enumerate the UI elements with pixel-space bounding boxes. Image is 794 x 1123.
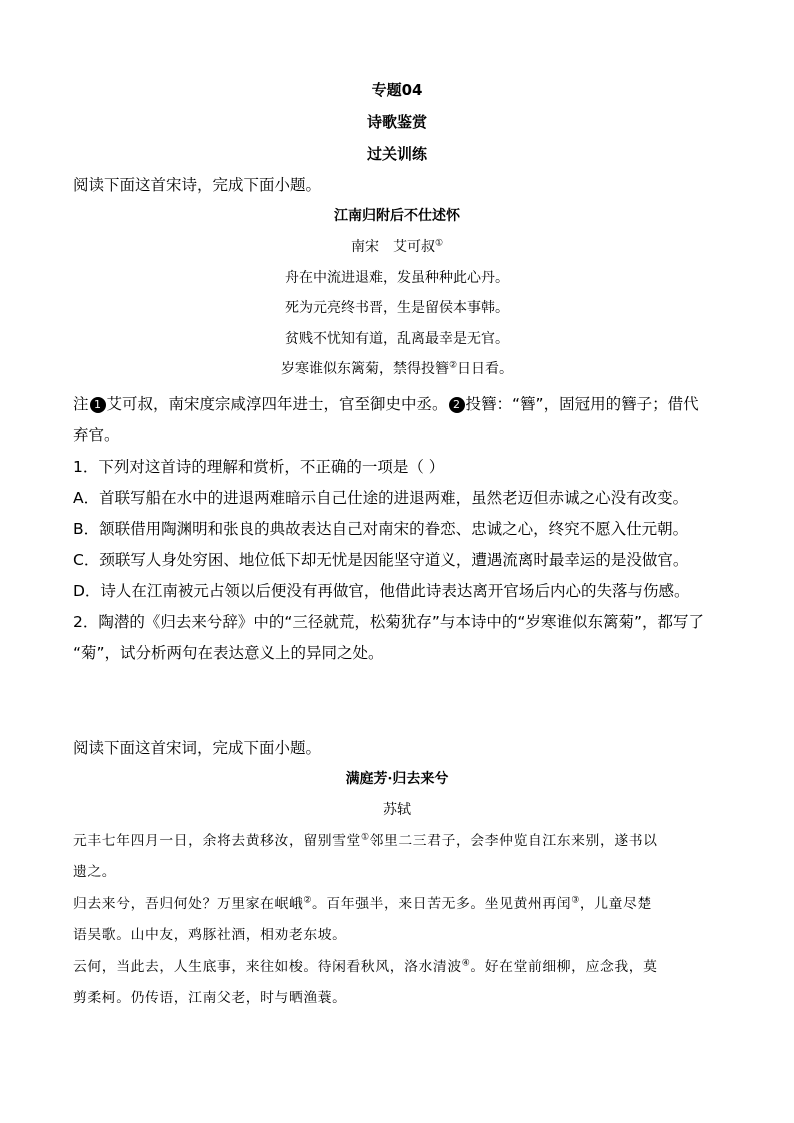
ci-title: 满庭芳·归去来兮 <box>345 771 449 787</box>
preface-line <box>73 829 658 849</box>
stanza2-line <box>73 955 658 975</box>
footnote-mark: ② <box>448 360 458 371</box>
stanza-text: ，儿童尽楚 <box>579 896 652 912</box>
footnote-mark: ① <box>434 238 444 249</box>
note-continuation: 弃官。 <box>73 426 120 444</box>
question-2: 2．陶潜的《归去来兮辞》中的“三径就荒，松菊犹存”与本诗中的“岁寒谁似东篱菊”，都写了 <box>73 613 704 631</box>
stanza-text: 。好在堂前细柳，应念我，莫 <box>470 959 658 975</box>
section-heading: 过关训练 <box>366 145 427 163</box>
topic-heading: 专题04 <box>371 81 423 99</box>
part2-intro: 阅读下面这首宋词，完成下面小题。 <box>73 739 322 757</box>
footnote-mark: ② <box>303 895 313 906</box>
preface-text: 元丰七年四月一日，余将去黄移汝，留别雪堂 <box>73 833 361 849</box>
poem-line: 贫贱不忧知有道，乱离最幸是无官。 <box>285 331 509 347</box>
question-2-continued: “菊”，试分析两句在表达意义上的异同之处。 <box>73 644 384 662</box>
option-c: C．颈联写人身处穷困、地位低下却无忧是因能坚守道义，遭遇流离时最幸运的是没做官。 <box>73 551 689 569</box>
stanza-text: 归去来兮，吾归何处？万里家在岷峨 <box>73 896 304 912</box>
part1-intro: 阅读下面这首宋诗，完成下面小题。 <box>73 176 322 194</box>
note-number-badge: 2 <box>449 397 465 413</box>
stanza1-line: 语吴歌。山中友，鸡豚社酒，相劝老东坡。 <box>73 927 347 943</box>
notes <box>73 392 699 414</box>
stanza-text: 。百年强半，来日苦无多。坐见黄州再闰 <box>312 896 572 912</box>
poem-author-text: 南宋 艾可叔 <box>350 239 435 255</box>
note-number-badge: 1 <box>90 397 106 413</box>
note-text: 投簪：“簪”，固冠用的簪子；借代 <box>465 395 699 413</box>
footnote-mark: ③ <box>571 895 580 906</box>
footnote-mark: ④ <box>461 958 471 969</box>
footnote-mark: ① <box>360 832 370 843</box>
note-text: 艾可叔，南宋度宗咸淳四年进士，官至御史中丞。 <box>106 395 448 413</box>
option-d: D．诗人在江南被元占领以后便没有再做官，他借此诗表达离开官场后内心的失落与伤感。 <box>73 582 690 600</box>
ci-author: 苏轼 <box>383 802 411 818</box>
option-b: B．颔联借用陶渊明和张良的典故表达自己对南宋的眷恋、忠诚之心，终究不愿入仕元朝。 <box>73 520 689 538</box>
poem-line-text: 日日看。 <box>457 361 514 377</box>
poem-line: 死为元亮终书晋，生是留侯本事韩。 <box>285 300 509 316</box>
note-label: 注 <box>73 395 89 413</box>
poem-title: 江南归附后不仕述怀 <box>334 208 460 224</box>
stanza-text: 云何，当此去，人生底事，来往如梭。待闲看秋风，洛水清波 <box>73 959 462 975</box>
question-1: 1．下列对这首诗的理解和赏析，不正确的一项是（ ） <box>73 458 445 476</box>
option-a: A．首联写船在水中的进退两难暗示自己仕途的进退两难，虽然老迈但赤诚之心没有改变。 <box>73 489 689 507</box>
poem-line: 舟在中流进退难，发虽种种此心丹。 <box>285 270 509 286</box>
subtitle-heading: 诗歌鉴赏 <box>366 113 427 131</box>
preface-line: 遗之。 <box>73 864 117 880</box>
stanza2-line: 剪柔柯。仍传语，江南父老，时与晒渔蓑。 <box>73 990 347 1006</box>
poem-line-text: 岁寒谁似东篱菊，禁得投簪 <box>280 361 449 377</box>
poem-line <box>0 358 794 378</box>
poem-author <box>0 236 794 256</box>
stanza1-line <box>73 892 652 912</box>
preface-text: 邻里二三君子，会李仲览自江东来别，遂书以 <box>369 833 658 849</box>
